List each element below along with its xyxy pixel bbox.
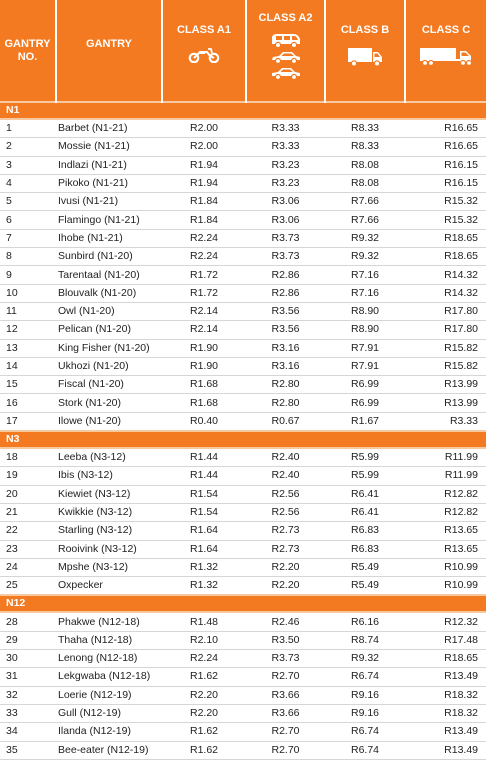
gantry-number: 1 (0, 119, 56, 138)
gantry-number: 35 (0, 741, 56, 759)
gantry-number: 15 (0, 376, 56, 394)
table-row (0, 302, 486, 320)
toll-class-a1: R1.62 (162, 668, 246, 686)
toll-class-b: R1.67 (325, 412, 405, 431)
table-row (0, 211, 486, 229)
gantry-number: 5 (0, 193, 56, 211)
gantry-number: 10 (0, 284, 56, 302)
toll-class-a1: R2.24 (162, 248, 246, 266)
toll-class-c: R12.82 (405, 485, 486, 503)
toll-class-b: R9.32 (325, 229, 405, 247)
toll-class-c: R3.33 (405, 412, 486, 431)
toll-class-a2: R3.56 (246, 321, 325, 339)
toll-class-a1: R1.48 (162, 612, 246, 631)
toll-class-a2: R3.66 (246, 704, 325, 722)
section-label: N12 (0, 595, 486, 612)
toll-class-a2: R3.56 (246, 302, 325, 320)
toll-class-c: R13.65 (405, 540, 486, 558)
toll-class-a2: R2.86 (246, 266, 325, 284)
toll-class-b: R6.41 (325, 503, 405, 521)
toll-class-c: R11.99 (405, 448, 486, 467)
toll-class-b: R8.33 (325, 138, 405, 156)
gantry-number: 8 (0, 248, 56, 266)
gantry-name: Indlazi (N1-21) (56, 156, 162, 174)
table-row (0, 448, 486, 467)
section-label: N1 (0, 102, 486, 119)
toll-class-a1: R1.62 (162, 723, 246, 741)
toll-class-b: R7.91 (325, 339, 405, 357)
toll-class-a2: R2.86 (246, 284, 325, 302)
toll-class-b: R6.74 (325, 668, 405, 686)
toll-class-a1: R0.40 (162, 412, 246, 431)
toll-class-c: R12.32 (405, 612, 486, 631)
gantry-name: Leeba (N3-12) (56, 448, 162, 467)
toll-class-a1: R2.20 (162, 686, 246, 704)
toll-class-a1: R2.24 (162, 650, 246, 668)
table-row (0, 612, 486, 631)
toll-class-b: R5.99 (325, 467, 405, 485)
toll-class-b: R7.16 (325, 266, 405, 284)
truck-icon (347, 47, 383, 67)
gantry-number: 11 (0, 302, 56, 320)
gantry-number: 14 (0, 357, 56, 375)
toll-class-c: R15.82 (405, 357, 486, 375)
toll-class-c: R16.65 (405, 119, 486, 138)
gantry-name: Pelican (N1-20) (56, 321, 162, 339)
toll-class-a1: R1.32 (162, 558, 246, 576)
toll-class-b: R5.99 (325, 448, 405, 467)
sedan-icon (270, 50, 302, 64)
toll-class-a2: R3.73 (246, 229, 325, 247)
toll-class-c: R18.65 (405, 650, 486, 668)
gantry-name: Phakwe (N12-18) (56, 612, 162, 631)
toll-class-a1: R1.54 (162, 503, 246, 521)
toll-class-a2: R2.73 (246, 522, 325, 540)
table-header (0, 0, 486, 102)
toll-class-c: R10.99 (405, 558, 486, 576)
gantry-name: Ivusi (N1-21) (56, 193, 162, 211)
toll-class-b: R6.99 (325, 394, 405, 412)
gantry-number: 3 (0, 156, 56, 174)
gantry-number: 12 (0, 321, 56, 339)
toll-class-a2: R2.70 (246, 741, 325, 759)
gantry-name: Rooivink (N3-12) (56, 540, 162, 558)
gantry-number: 16 (0, 394, 56, 412)
toll-class-a1: R2.00 (162, 138, 246, 156)
toll-class-c: R10.99 (405, 577, 486, 596)
toll-class-a2: R2.56 (246, 485, 325, 503)
gantry-number: 33 (0, 704, 56, 722)
table-row (0, 376, 486, 394)
toll-class-a1: R1.94 (162, 174, 246, 192)
header-class-a2 (246, 0, 325, 102)
gantry-name: Pikoko (N1-21) (56, 174, 162, 192)
gantry-number: 4 (0, 174, 56, 192)
toll-class-b: R8.33 (325, 119, 405, 138)
toll-class-b: R5.49 (325, 558, 405, 576)
toll-class-c: R11.99 (405, 467, 486, 485)
table-row (0, 522, 486, 540)
toll-class-c: R16.15 (405, 174, 486, 192)
toll-class-a2: R2.56 (246, 503, 325, 521)
header-row (0, 0, 486, 102)
toll-class-a1: R2.14 (162, 321, 246, 339)
toll-class-c: R13.99 (405, 394, 486, 412)
gantry-name: Starling (N3-12) (56, 522, 162, 540)
toll-class-b: R7.16 (325, 284, 405, 302)
toll-class-b: R6.41 (325, 485, 405, 503)
toll-class-a2: R3.06 (246, 193, 325, 211)
toll-class-a1: R1.90 (162, 357, 246, 375)
gantry-name: Barbet (N1-21) (56, 119, 162, 138)
table-row (0, 138, 486, 156)
toll-class-c: R15.32 (405, 211, 486, 229)
articulated-truck-icon (419, 47, 473, 67)
toll-class-a1: R2.20 (162, 704, 246, 722)
toll-class-b: R8.08 (325, 156, 405, 174)
table-row (0, 284, 486, 302)
gantry-name: Mossie (N1-21) (56, 138, 162, 156)
toll-class-c: R18.65 (405, 248, 486, 266)
gantry-number: 24 (0, 558, 56, 576)
toll-class-a1: R1.90 (162, 339, 246, 357)
header-class-a1 (162, 0, 246, 102)
toll-class-a1: R1.64 (162, 540, 246, 558)
gantry-number: 9 (0, 266, 56, 284)
gantry-name: Mpshe (N3-12) (56, 558, 162, 576)
toll-class-c: R13.49 (405, 668, 486, 686)
toll-class-c: R15.32 (405, 193, 486, 211)
toll-class-c: R14.32 (405, 266, 486, 284)
toll-class-c: R17.80 (405, 321, 486, 339)
toll-class-b: R9.32 (325, 248, 405, 266)
gantry-name: Loerie (N12-19) (56, 686, 162, 704)
gantry-number: 30 (0, 650, 56, 668)
toll-class-c: R17.48 (405, 631, 486, 649)
gantry-number: 29 (0, 631, 56, 649)
table-row (0, 558, 486, 576)
table-row (0, 266, 486, 284)
toll-class-c: R16.65 (405, 138, 486, 156)
header-class-b-label: CLASS B (340, 24, 390, 36)
section-label: N3 (0, 431, 486, 448)
gantry-number: 6 (0, 211, 56, 229)
table-row (0, 485, 486, 503)
toll-class-b: R9.16 (325, 704, 405, 722)
gantry-name: Lekgwaba (N12-18) (56, 668, 162, 686)
toll-class-a2: R3.23 (246, 174, 325, 192)
header-class-a2-label: CLASS A2 (258, 12, 313, 24)
toll-class-a2: R2.80 (246, 394, 325, 412)
header-gantry (56, 0, 162, 102)
toll-class-a2: R3.06 (246, 211, 325, 229)
gantry-name: Gull (N12-19) (56, 704, 162, 722)
gantry-name: Lenong (N12-18) (56, 650, 162, 668)
gantry-name: Tarentaal (N1-20) (56, 266, 162, 284)
toll-class-a2: R3.66 (246, 686, 325, 704)
gantry-name: Kwikkie (N3-12) (56, 503, 162, 521)
gantry-name: Owl (N1-20) (56, 302, 162, 320)
table-row (0, 741, 486, 759)
table-row (0, 248, 486, 266)
gantry-number: 2 (0, 138, 56, 156)
gantry-number: 7 (0, 229, 56, 247)
toll-class-a2: R0.67 (246, 412, 325, 431)
toll-class-b: R6.74 (325, 723, 405, 741)
table-row (0, 174, 486, 192)
toll-class-a1: R1.84 (162, 193, 246, 211)
toll-class-b: R8.90 (325, 302, 405, 320)
table-row (0, 704, 486, 722)
toll-class-a1: R1.32 (162, 577, 246, 596)
table-row (0, 650, 486, 668)
table-row (0, 394, 486, 412)
toll-class-a1: R1.44 (162, 448, 246, 467)
table-row (0, 577, 486, 596)
gantry-number: 13 (0, 339, 56, 357)
table-row (0, 229, 486, 247)
toll-class-b: R8.08 (325, 174, 405, 192)
toll-class-b: R6.99 (325, 376, 405, 394)
toll-class-b: R8.90 (325, 321, 405, 339)
toll-class-a2: R2.40 (246, 448, 325, 467)
header-class-c-label: CLASS C (421, 24, 471, 36)
toll-class-a2: R2.40 (246, 467, 325, 485)
gantry-name: Bee-eater (N12-19) (56, 741, 162, 759)
gantry-number: 20 (0, 485, 56, 503)
gantry-number: 25 (0, 577, 56, 596)
header-class-a1-label: CLASS A1 (177, 24, 231, 36)
table-row (0, 357, 486, 375)
toll-class-a2: R3.50 (246, 631, 325, 649)
toll-class-b: R8.74 (325, 631, 405, 649)
gantry-number: 32 (0, 686, 56, 704)
toll-class-a2: R3.73 (246, 248, 325, 266)
gantry-name: Ilanda (N12-19) (56, 723, 162, 741)
gantry-name: Ibis (N3-12) (56, 467, 162, 485)
toll-class-c: R17.80 (405, 302, 486, 320)
table-row (0, 156, 486, 174)
toll-class-a1: R1.68 (162, 394, 246, 412)
table-row (0, 339, 486, 357)
header-gantry-label: GANTRY (85, 38, 133, 50)
toll-class-a1: R1.64 (162, 522, 246, 540)
gantry-number: 19 (0, 467, 56, 485)
header-class-b (325, 0, 405, 102)
toll-class-a2: R3.33 (246, 138, 325, 156)
toll-class-c: R13.65 (405, 522, 486, 540)
table-row (0, 631, 486, 649)
section-row-n3 (0, 431, 486, 448)
gantry-name: Thaha (N12-18) (56, 631, 162, 649)
toll-class-a2: R2.80 (246, 376, 325, 394)
toll-class-a2: R3.16 (246, 357, 325, 375)
toll-class-c: R13.49 (405, 741, 486, 759)
toll-class-a2: R3.73 (246, 650, 325, 668)
toll-class-a1: R2.24 (162, 229, 246, 247)
toll-class-c: R16.15 (405, 156, 486, 174)
toll-class-c: R18.32 (405, 686, 486, 704)
toll-class-c: R18.32 (405, 704, 486, 722)
toll-class-a1: R1.84 (162, 211, 246, 229)
gantry-number: 21 (0, 503, 56, 521)
minibus-icon (270, 32, 302, 48)
toll-class-a2: R2.20 (246, 577, 325, 596)
toll-class-c: R18.65 (405, 229, 486, 247)
motorcycle-icon (188, 47, 220, 63)
toll-class-a1: R1.54 (162, 485, 246, 503)
toll-class-a1: R1.44 (162, 467, 246, 485)
toll-class-b: R6.16 (325, 612, 405, 631)
toll-class-a1: R1.94 (162, 156, 246, 174)
toll-class-a1: R1.68 (162, 376, 246, 394)
table-row (0, 723, 486, 741)
toll-class-b: R6.83 (325, 540, 405, 558)
gantry-name: Sunbird (N1-20) (56, 248, 162, 266)
toll-class-c: R14.32 (405, 284, 486, 302)
toll-class-b: R6.74 (325, 741, 405, 759)
gantry-number: 18 (0, 448, 56, 467)
car-icon (270, 66, 302, 80)
header-gantry-no-label: GANTRY NO. (4, 38, 51, 63)
toll-class-a1: R2.14 (162, 302, 246, 320)
toll-class-c: R13.49 (405, 723, 486, 741)
gantry-name: Ihobe (N1-21) (56, 229, 162, 247)
toll-class-a2: R2.70 (246, 668, 325, 686)
toll-class-a1: R1.62 (162, 741, 246, 759)
toll-class-a1: R2.00 (162, 119, 246, 138)
toll-class-a2: R2.70 (246, 723, 325, 741)
gantry-name: Blouvalk (N1-20) (56, 284, 162, 302)
gantry-number: 28 (0, 612, 56, 631)
toll-class-a1: R2.10 (162, 631, 246, 649)
gantry-number: 17 (0, 412, 56, 431)
gantry-name: Ilowe (N1-20) (56, 412, 162, 431)
toll-class-c: R15.82 (405, 339, 486, 357)
toll-class-a2: R3.16 (246, 339, 325, 357)
toll-class-c: R12.82 (405, 503, 486, 521)
gantry-number: 22 (0, 522, 56, 540)
toll-class-a2: R2.20 (246, 558, 325, 576)
section-row-n1 (0, 102, 486, 119)
gantry-name: King Fisher (N1-20) (56, 339, 162, 357)
gantry-name: Stork (N1-20) (56, 394, 162, 412)
toll-class-a1: R1.72 (162, 266, 246, 284)
table-row (0, 503, 486, 521)
gantry-name: Kiewiet (N3-12) (56, 485, 162, 503)
toll-class-b: R7.66 (325, 211, 405, 229)
table-row (0, 686, 486, 704)
gantry-name: Flamingo (N1-21) (56, 211, 162, 229)
gantry-name: Fiscal (N1-20) (56, 376, 162, 394)
gantry-number: 23 (0, 540, 56, 558)
gantry-name: Ukhozi (N1-20) (56, 357, 162, 375)
toll-class-b: R9.32 (325, 650, 405, 668)
toll-class-a2: R2.73 (246, 540, 325, 558)
toll-class-b: R7.91 (325, 357, 405, 375)
table-row (0, 467, 486, 485)
section-row-n12 (0, 595, 486, 612)
table-row (0, 193, 486, 211)
table-row (0, 321, 486, 339)
header-gantry-no (0, 0, 56, 102)
toll-class-a2: R3.23 (246, 156, 325, 174)
toll-class-b: R9.16 (325, 686, 405, 704)
gantry-number: 34 (0, 723, 56, 741)
toll-class-a2: R2.46 (246, 612, 325, 631)
toll-class-b: R5.49 (325, 577, 405, 596)
table-body (0, 102, 486, 759)
toll-class-b: R7.66 (325, 193, 405, 211)
gantry-name: Oxpecker (56, 577, 162, 596)
table-row (0, 540, 486, 558)
table-row (0, 412, 486, 431)
header-class-c (405, 0, 486, 102)
table-row (0, 119, 486, 138)
gantry-number: 31 (0, 668, 56, 686)
toll-class-b: R6.83 (325, 522, 405, 540)
toll-class-a1: R1.72 (162, 284, 246, 302)
toll-class-a2: R3.33 (246, 119, 325, 138)
toll-class-c: R13.99 (405, 376, 486, 394)
